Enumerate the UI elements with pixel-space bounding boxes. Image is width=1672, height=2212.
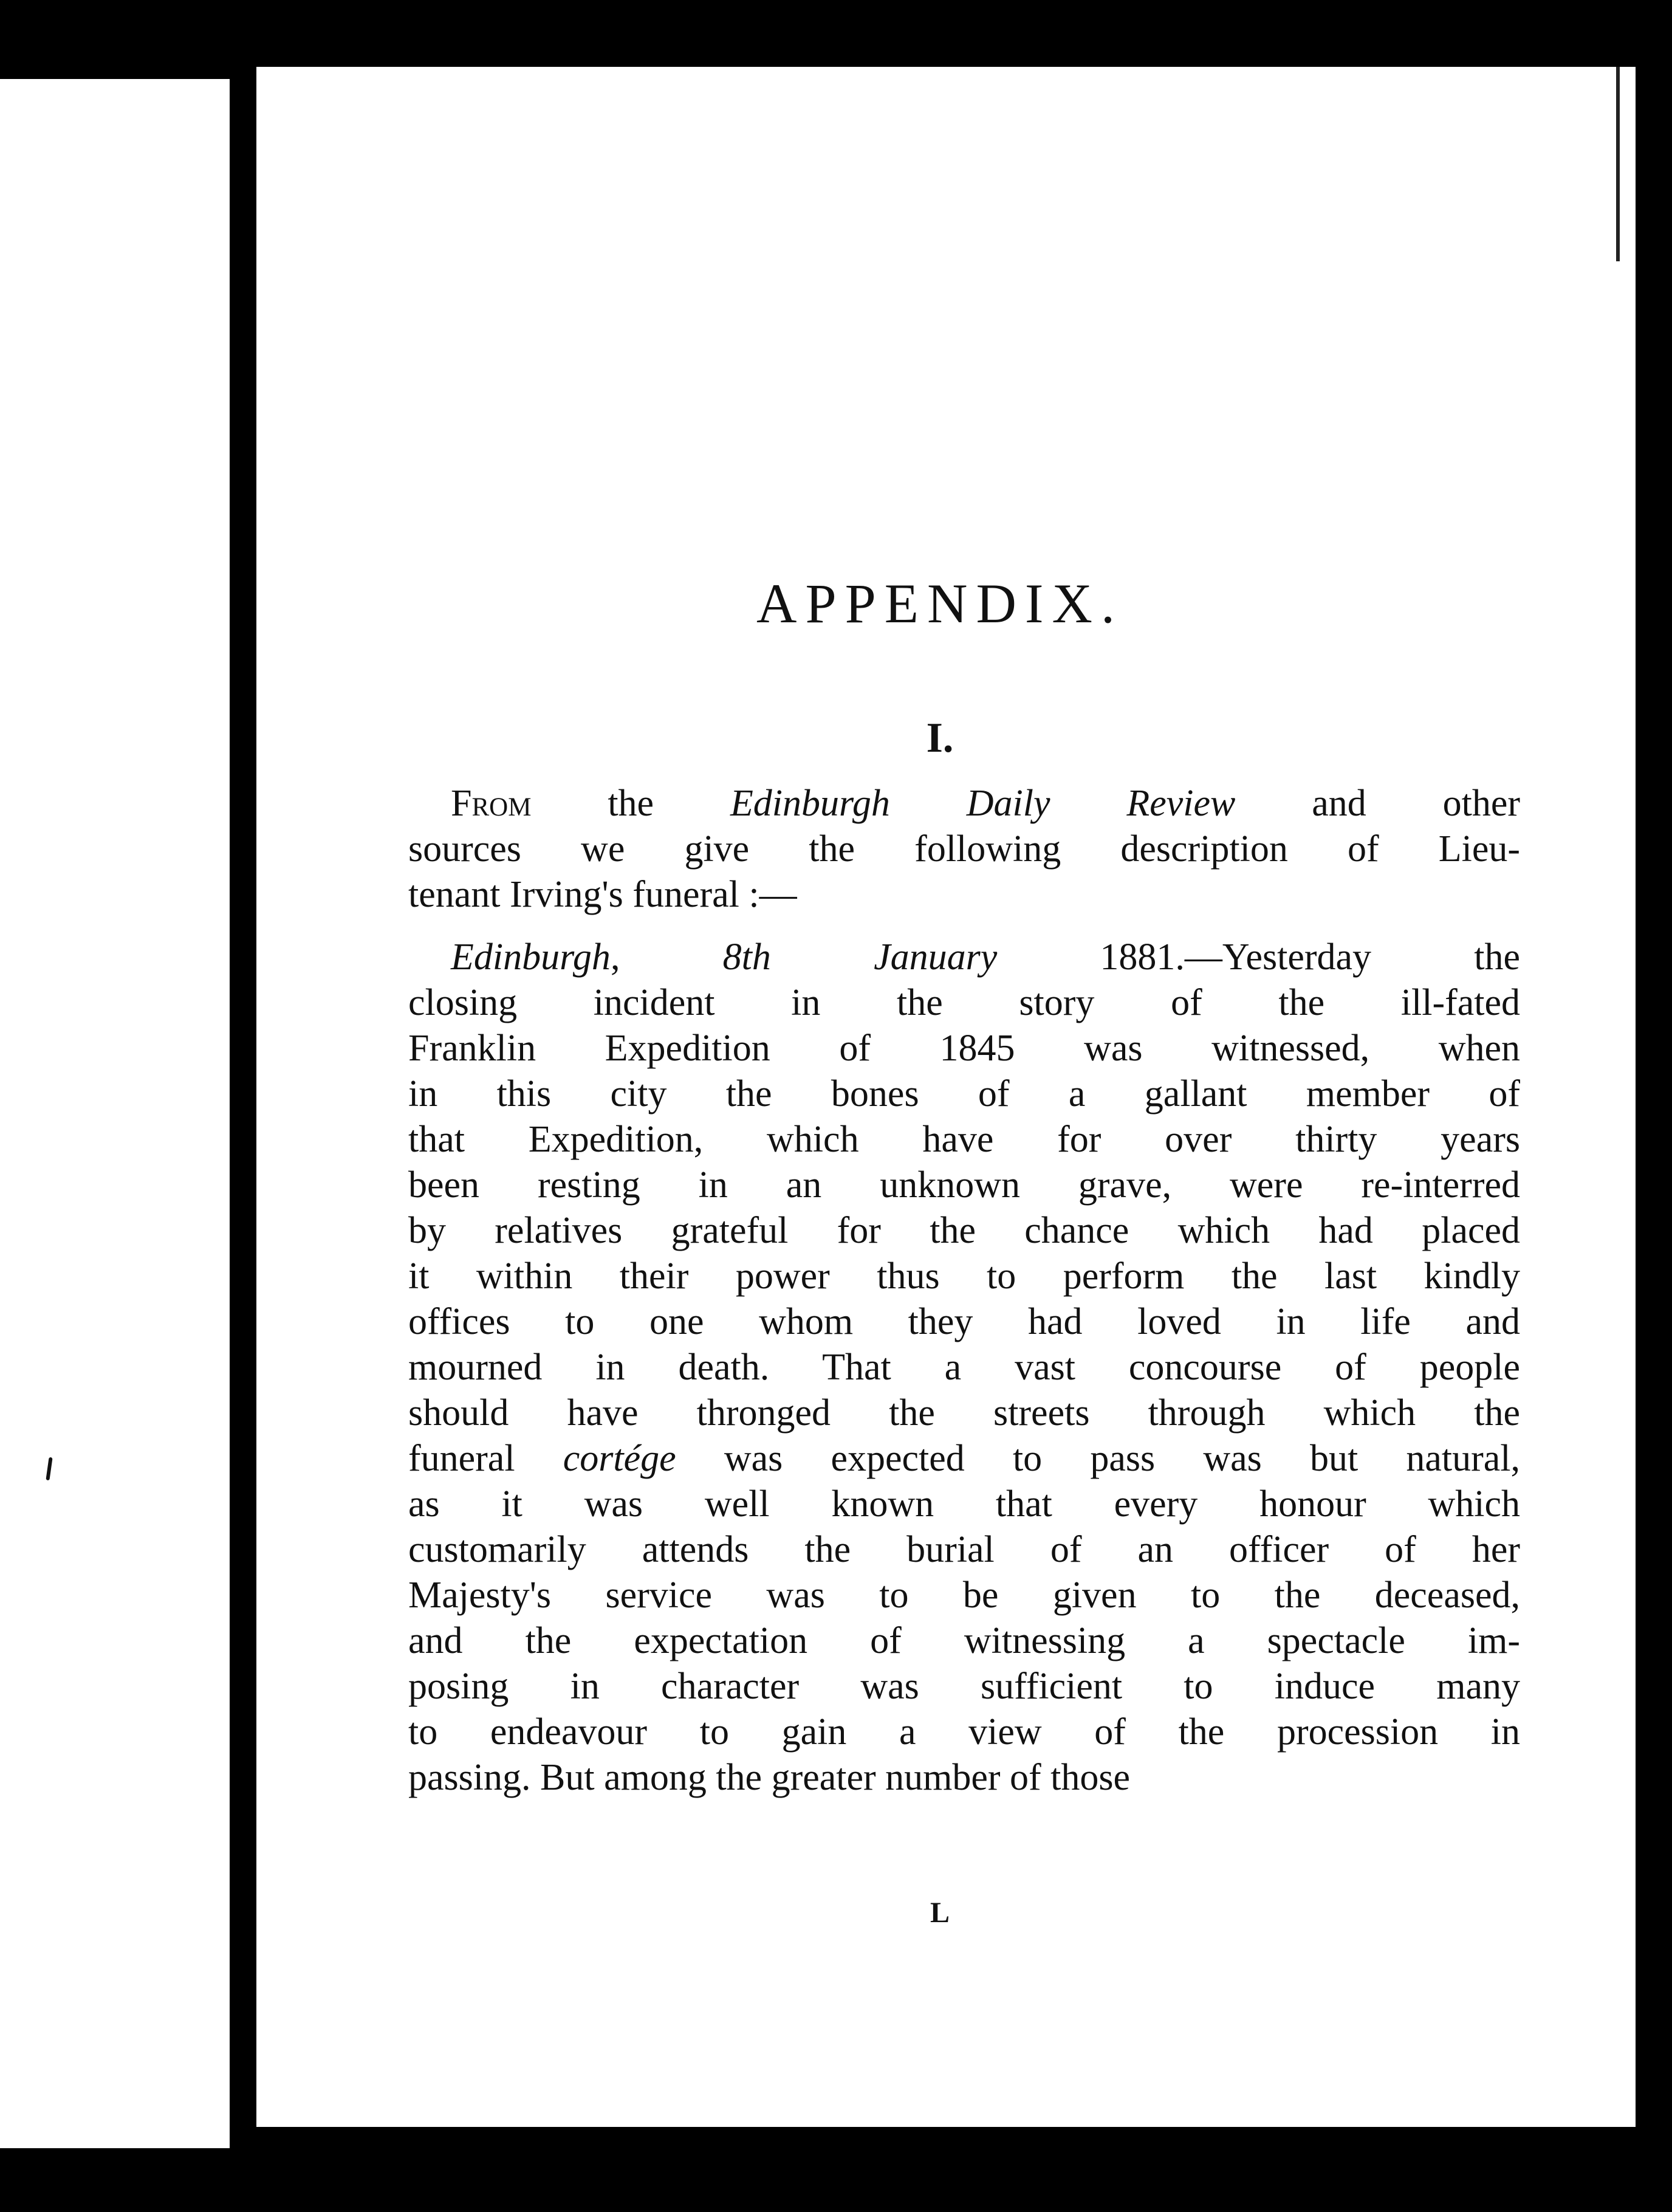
text-line: Edinburgh, 8th January 1881.—Yesterday the — [451, 936, 1520, 978]
text-line: by relatives grateful for the chance which had placed — [408, 1210, 1520, 1251]
text-line: Majesty's service was to be given to the deceased, — [408, 1575, 1520, 1616]
text-line: been resting in an unknown grave, were re-interred — [408, 1164, 1520, 1206]
facing-page-edge — [0, 79, 230, 2148]
text-line: sources we give the following description of Lieu- — [408, 828, 1520, 870]
text-line: as it was well known that every honour which — [408, 1483, 1520, 1525]
text-line: should have thronged the streets through which the — [408, 1392, 1520, 1434]
text-line: closing incident in the story of the ill-fated — [408, 982, 1520, 1023]
book-page — [256, 67, 1636, 2127]
text-line: it within their power thus to perform the last kindly — [408, 1255, 1520, 1297]
text-line: tenant Irving's funeral :— — [408, 874, 797, 915]
text-line: Franklin Expedition of 1845 was witnessed, when — [408, 1028, 1520, 1069]
ink-mark — [46, 1457, 52, 1480]
page-fold-edge — [1616, 67, 1636, 261]
text-line: funeral cortége was expected to pass was but natural, — [408, 1438, 1520, 1479]
text-line: mourned in death. That a vast concourse of people — [408, 1347, 1520, 1388]
text-line: that Expedition, which have for over thirty years — [408, 1119, 1520, 1160]
text-line: customarily attends the burial of an officer of her — [408, 1529, 1520, 1570]
text-line: posing in character was sufficient to induce many — [408, 1666, 1520, 1707]
paragraph-funeral-account — [408, 935, 1520, 1801]
text-line: passing. But among the greater number of those — [408, 1757, 1131, 1798]
text-line: offices to one whom they had loved in life and — [408, 1301, 1520, 1342]
page-heading: APPENDIX. — [756, 572, 1123, 634]
section-number: I. — [926, 715, 954, 761]
text-line: to endeavour to gain a view of the procession in — [408, 1711, 1520, 1753]
italic-text: Edinburgh — [451, 936, 611, 978]
text-line: in this city the bones of a gallant member of — [408, 1073, 1520, 1115]
lead-word: From — [451, 783, 608, 824]
signature-mark: L — [930, 1897, 950, 1929]
italic-text: cortége — [563, 1438, 676, 1479]
italic-text: 8th January — [722, 936, 998, 978]
italic-text: Edinburgh Daily Review — [730, 783, 1236, 824]
body-text — [408, 781, 1520, 1801]
text-line: and the expectation of witnessing a spectacle im- — [408, 1620, 1520, 1661]
paragraph-intro — [408, 781, 1520, 918]
text-line: From the Edinburgh Daily Review and other — [451, 783, 1520, 824]
